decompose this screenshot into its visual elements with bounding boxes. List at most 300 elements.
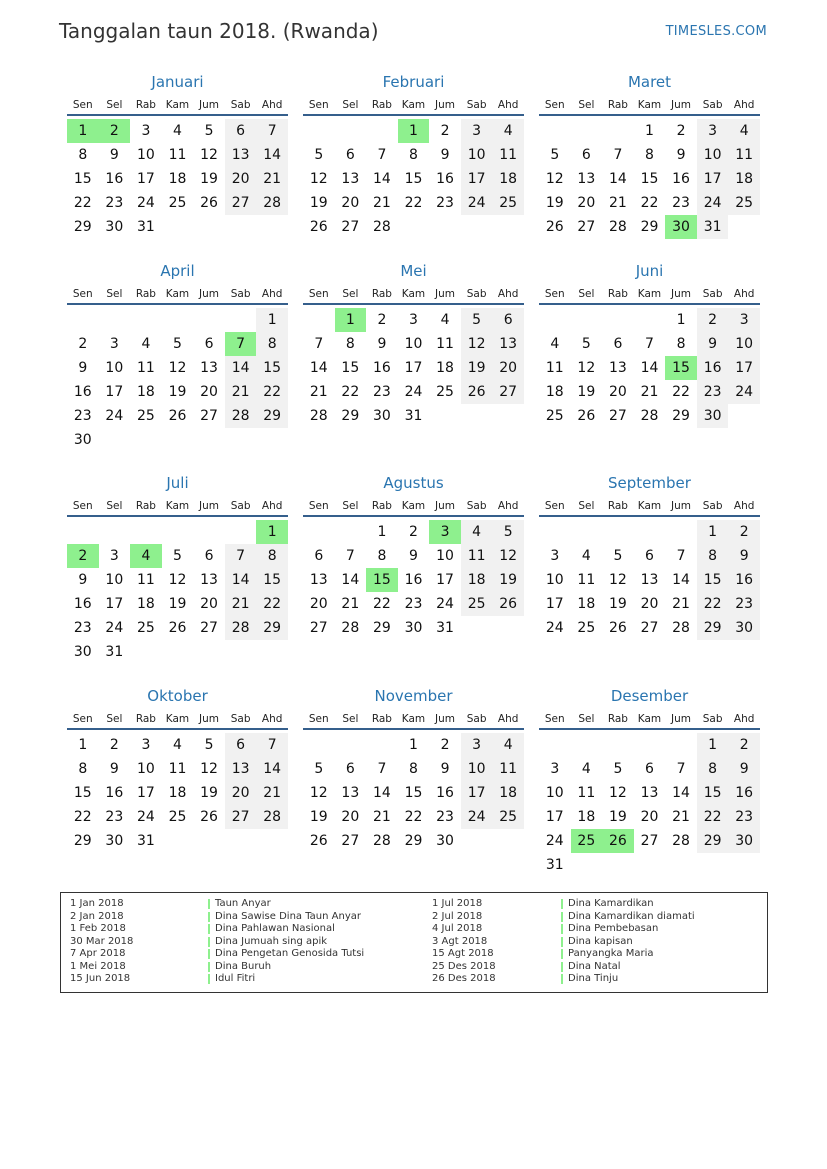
day-cell[interactable]: 7: [225, 544, 257, 568]
day-cell[interactable]: 18: [728, 167, 760, 191]
day-cell[interactable]: 21: [640, 384, 659, 400]
day-cell[interactable]: 12: [200, 761, 218, 777]
day-cell[interactable]: 1: [676, 312, 686, 328]
day-cell[interactable]: 28: [672, 833, 690, 849]
day-cell[interactable]: 15: [697, 781, 729, 805]
day-cell[interactable]: 9: [377, 336, 387, 352]
day-cell[interactable]: 23: [672, 195, 690, 211]
day-cell[interactable]: 3: [461, 119, 493, 143]
day-cell[interactable]: 30: [436, 833, 454, 849]
day-cell[interactable]: 31: [105, 644, 124, 660]
day-cell[interactable]: 22: [73, 195, 92, 211]
day-cell[interactable]: 27: [640, 833, 659, 849]
day-cell[interactable]: 4: [492, 119, 524, 143]
day-cell[interactable]: 22: [256, 380, 288, 404]
day-cell[interactable]: 22: [697, 805, 729, 829]
day-cell[interactable]: 4: [492, 733, 524, 757]
day-cell[interactable]: 5: [492, 520, 524, 544]
day-cell[interactable]: 18: [492, 781, 524, 805]
day-cell[interactable]: 1: [377, 524, 387, 540]
day-cell[interactable]: 26: [577, 408, 596, 424]
day-cell[interactable]: 11: [577, 572, 596, 588]
day-cell[interactable]: 21: [672, 809, 690, 825]
day-cell[interactable]: 8: [645, 147, 654, 163]
day-cell[interactable]: 22: [372, 596, 391, 612]
day-cell[interactable]: 8: [377, 548, 387, 564]
day-cell[interactable]: 24: [728, 380, 760, 404]
day-cell[interactable]: 8: [345, 336, 355, 352]
day-cell[interactable]: 8: [256, 332, 288, 356]
day-cell[interactable]: 6: [314, 548, 324, 564]
day-cell[interactable]: 18: [545, 384, 564, 400]
day-cell[interactable]: 10: [436, 548, 454, 564]
day-cell[interactable]: 9: [440, 761, 450, 777]
day-cell[interactable]: 3: [409, 312, 418, 328]
day-cell[interactable]: 16: [404, 572, 423, 588]
day-cell[interactable]: 26: [608, 620, 627, 636]
day-cell[interactable]: 9: [697, 332, 729, 356]
day-cell[interactable]: 9: [109, 761, 119, 777]
day-cell[interactable]: 17: [728, 356, 760, 380]
day-cell[interactable]: 12: [545, 171, 564, 187]
day-cell[interactable]: 3: [461, 733, 493, 757]
day-cell[interactable]: 18: [436, 360, 454, 376]
day-cell[interactable]: 17: [545, 596, 564, 612]
day-cell[interactable]: 14: [372, 785, 391, 801]
day-cell[interactable]: 5: [173, 548, 182, 564]
day-cell[interactable]: 5: [204, 123, 214, 139]
day-cell[interactable]: 21: [256, 167, 288, 191]
day-cell[interactable]: 20: [200, 596, 218, 612]
day-cell[interactable]: 20: [341, 195, 360, 211]
day-cell[interactable]: 15: [256, 568, 288, 592]
day-cell[interactable]: 9: [676, 147, 686, 163]
day-cell[interactable]: 16: [105, 171, 124, 187]
day-cell[interactable]: 4: [141, 336, 151, 352]
day-cell[interactable]: 5: [314, 147, 324, 163]
day-cell[interactable]: 2: [78, 336, 88, 352]
day-cell[interactable]: 29: [640, 219, 659, 235]
day-cell[interactable]: 4: [550, 336, 560, 352]
day-cell[interactable]: 14: [256, 757, 288, 781]
day-cell[interactable]: 29: [73, 219, 92, 235]
day-cell[interactable]: 15: [366, 568, 398, 592]
day-cell[interactable]: 18: [168, 785, 187, 801]
day-cell[interactable]: 23: [404, 596, 423, 612]
day-cell[interactable]: 19: [461, 356, 493, 380]
day-cell[interactable]: 27: [225, 805, 257, 829]
day-cell[interactable]: 28: [256, 191, 288, 215]
day-cell[interactable]: 10: [404, 336, 423, 352]
day-cell[interactable]: 20: [200, 384, 218, 400]
day-cell[interactable]: 22: [404, 195, 423, 211]
day-cell[interactable]: 31: [136, 833, 155, 849]
day-cell[interactable]: 27: [341, 219, 360, 235]
day-cell[interactable]: 23: [436, 195, 454, 211]
day-cell[interactable]: 20: [608, 384, 627, 400]
day-cell[interactable]: 7: [256, 733, 288, 757]
day-cell[interactable]: 4: [173, 737, 182, 753]
day-cell[interactable]: 20: [492, 356, 524, 380]
day-cell[interactable]: 13: [200, 572, 218, 588]
day-cell[interactable]: 26: [168, 620, 187, 636]
day-cell[interactable]: 28: [309, 408, 328, 424]
day-cell[interactable]: 25: [577, 620, 596, 636]
day-cell[interactable]: 8: [697, 544, 729, 568]
day-cell[interactable]: 27: [577, 219, 596, 235]
day-cell[interactable]: 12: [461, 332, 493, 356]
day-cell[interactable]: 13: [225, 757, 257, 781]
day-cell[interactable]: 5: [173, 336, 182, 352]
day-cell[interactable]: 14: [372, 171, 391, 187]
day-cell[interactable]: 23: [728, 592, 760, 616]
day-cell[interactable]: 18: [461, 568, 493, 592]
day-cell[interactable]: 24: [461, 191, 493, 215]
day-cell[interactable]: 12: [492, 544, 524, 568]
day-cell[interactable]: 29: [404, 833, 423, 849]
day-cell[interactable]: 27: [200, 620, 218, 636]
day-cell[interactable]: 13: [225, 143, 257, 167]
day-cell[interactable]: 18: [577, 596, 596, 612]
day-cell[interactable]: 7: [645, 336, 654, 352]
day-cell[interactable]: 22: [672, 384, 690, 400]
day-cell[interactable]: 29: [697, 616, 729, 640]
day-cell[interactable]: 5: [613, 761, 623, 777]
day-cell[interactable]: 4: [173, 123, 182, 139]
day-cell[interactable]: 30: [105, 219, 124, 235]
day-cell[interactable]: 14: [672, 572, 690, 588]
day-cell[interactable]: 3: [141, 123, 151, 139]
day-cell[interactable]: 17: [697, 167, 729, 191]
day-cell[interactable]: 18: [136, 596, 155, 612]
day-cell[interactable]: 10: [105, 572, 124, 588]
day-cell[interactable]: 11: [461, 544, 493, 568]
day-cell[interactable]: 25: [571, 829, 603, 853]
day-cell[interactable]: 13: [309, 572, 328, 588]
day-cell[interactable]: 16: [728, 568, 760, 592]
day-cell[interactable]: 29: [697, 829, 729, 853]
day-cell[interactable]: 4: [581, 761, 591, 777]
day-cell[interactable]: 1: [697, 733, 729, 757]
day-cell[interactable]: 20: [225, 781, 257, 805]
day-cell[interactable]: 3: [109, 336, 119, 352]
day-cell[interactable]: 8: [676, 336, 686, 352]
day-cell[interactable]: 6: [225, 119, 257, 143]
day-cell[interactable]: 11: [577, 785, 596, 801]
day-cell[interactable]: 16: [672, 171, 690, 187]
day-cell[interactable]: 25: [545, 408, 564, 424]
day-cell[interactable]: 30: [73, 432, 92, 448]
day-cell[interactable]: 10: [105, 360, 124, 376]
day-cell[interactable]: 15: [73, 785, 92, 801]
day-cell[interactable]: 27: [640, 620, 659, 636]
day-cell[interactable]: 5: [550, 147, 560, 163]
day-cell[interactable]: 28: [372, 833, 391, 849]
day-cell[interactable]: 7: [225, 332, 257, 356]
day-cell[interactable]: 6: [581, 147, 591, 163]
day-cell[interactable]: 15: [665, 356, 697, 380]
day-cell[interactable]: 26: [492, 592, 524, 616]
day-cell[interactable]: 3: [697, 119, 729, 143]
day-cell[interactable]: 4: [440, 312, 450, 328]
day-cell[interactable]: 14: [608, 171, 627, 187]
day-cell[interactable]: 20: [341, 809, 360, 825]
day-cell[interactable]: 16: [697, 356, 729, 380]
day-cell[interactable]: 23: [105, 195, 124, 211]
day-cell[interactable]: 8: [409, 761, 418, 777]
day-cell[interactable]: 5: [581, 336, 591, 352]
day-cell[interactable]: 7: [256, 119, 288, 143]
day-cell[interactable]: 6: [204, 336, 214, 352]
day-cell[interactable]: 16: [728, 781, 760, 805]
day-cell[interactable]: 1: [256, 308, 288, 332]
day-cell[interactable]: 17: [136, 171, 155, 187]
day-cell[interactable]: 16: [372, 360, 391, 376]
day-cell[interactable]: 26: [309, 833, 328, 849]
day-cell[interactable]: 13: [341, 785, 360, 801]
day-cell[interactable]: 27: [200, 408, 218, 424]
day-cell[interactable]: 12: [577, 360, 596, 376]
day-cell[interactable]: 6: [613, 336, 623, 352]
day-cell[interactable]: 28: [225, 616, 257, 640]
day-cell[interactable]: 16: [436, 171, 454, 187]
day-cell[interactable]: 21: [608, 195, 627, 211]
day-cell[interactable]: 5: [461, 308, 493, 332]
day-cell[interactable]: 13: [640, 785, 659, 801]
day-cell[interactable]: 13: [200, 360, 218, 376]
day-cell[interactable]: 30: [105, 833, 124, 849]
day-cell[interactable]: 9: [440, 147, 450, 163]
day-cell[interactable]: 26: [545, 219, 564, 235]
day-cell[interactable]: 17: [545, 809, 564, 825]
day-cell[interactable]: 20: [640, 809, 659, 825]
day-cell[interactable]: 4: [461, 520, 493, 544]
day-cell[interactable]: 1: [67, 119, 99, 143]
day-cell[interactable]: 14: [672, 785, 690, 801]
day-cell[interactable]: 31: [404, 408, 423, 424]
day-cell[interactable]: 16: [73, 596, 92, 612]
day-cell[interactable]: 29: [341, 408, 360, 424]
day-cell[interactable]: 30: [404, 620, 423, 636]
day-cell[interactable]: 18: [168, 171, 187, 187]
day-cell[interactable]: 13: [341, 171, 360, 187]
day-cell[interactable]: 18: [136, 384, 155, 400]
day-cell[interactable]: 9: [78, 360, 88, 376]
day-cell[interactable]: 17: [105, 596, 124, 612]
day-cell[interactable]: 15: [73, 171, 92, 187]
day-cell[interactable]: 19: [168, 596, 187, 612]
day-cell[interactable]: 12: [168, 360, 187, 376]
day-cell[interactable]: 27: [608, 408, 627, 424]
day-cell[interactable]: 17: [461, 167, 493, 191]
day-cell[interactable]: 4: [130, 544, 162, 568]
day-cell[interactable]: 26: [461, 380, 493, 404]
day-cell[interactable]: 7: [676, 548, 686, 564]
day-cell[interactable]: 24: [136, 809, 155, 825]
day-cell[interactable]: 24: [105, 620, 124, 636]
day-cell[interactable]: 14: [225, 568, 257, 592]
day-cell[interactable]: 14: [341, 572, 360, 588]
day-cell[interactable]: 25: [436, 384, 454, 400]
day-cell[interactable]: 15: [640, 171, 659, 187]
day-cell[interactable]: 18: [577, 809, 596, 825]
day-cell[interactable]: 24: [404, 384, 423, 400]
day-cell[interactable]: 2: [99, 119, 131, 143]
day-cell[interactable]: 30: [697, 404, 729, 428]
day-cell[interactable]: 30: [728, 829, 760, 853]
day-cell[interactable]: 2: [440, 737, 450, 753]
day-cell[interactable]: 10: [545, 572, 564, 588]
day-cell[interactable]: 10: [728, 332, 760, 356]
day-cell[interactable]: 19: [545, 195, 564, 211]
day-cell[interactable]: 1: [409, 737, 418, 753]
day-cell[interactable]: 14: [256, 143, 288, 167]
day-cell[interactable]: 23: [372, 384, 391, 400]
day-cell[interactable]: 6: [204, 548, 214, 564]
day-cell[interactable]: 16: [105, 785, 124, 801]
day-cell[interactable]: 11: [492, 757, 524, 781]
day-cell[interactable]: 11: [168, 147, 187, 163]
day-cell[interactable]: 12: [608, 572, 627, 588]
day-cell[interactable]: 7: [314, 336, 324, 352]
day-cell[interactable]: 6: [492, 308, 524, 332]
day-cell[interactable]: 29: [256, 404, 288, 428]
day-cell[interactable]: 8: [256, 544, 288, 568]
day-cell[interactable]: 5: [613, 548, 623, 564]
day-cell[interactable]: 13: [492, 332, 524, 356]
day-cell[interactable]: 23: [697, 380, 729, 404]
day-cell[interactable]: 30: [73, 644, 92, 660]
day-cell[interactable]: 27: [309, 620, 328, 636]
day-cell[interactable]: 22: [640, 195, 659, 211]
day-cell[interactable]: 9: [109, 147, 119, 163]
day-cell[interactable]: 23: [73, 408, 92, 424]
day-cell[interactable]: 26: [309, 219, 328, 235]
day-cell[interactable]: 3: [109, 548, 119, 564]
day-cell[interactable]: 23: [73, 620, 92, 636]
day-cell[interactable]: 11: [492, 143, 524, 167]
day-cell[interactable]: 29: [256, 616, 288, 640]
day-cell[interactable]: 22: [697, 592, 729, 616]
day-cell[interactable]: 3: [550, 548, 560, 564]
day-cell[interactable]: 11: [436, 336, 454, 352]
day-cell[interactable]: 20: [309, 596, 328, 612]
day-cell[interactable]: 27: [341, 833, 360, 849]
day-cell[interactable]: 14: [225, 356, 257, 380]
day-cell[interactable]: 8: [697, 757, 729, 781]
day-cell[interactable]: 29: [672, 408, 690, 424]
day-cell[interactable]: 17: [436, 572, 454, 588]
day-cell[interactable]: 2: [440, 123, 450, 139]
day-cell[interactable]: 12: [168, 572, 187, 588]
day-cell[interactable]: 19: [309, 809, 328, 825]
day-cell[interactable]: 26: [168, 408, 187, 424]
day-cell[interactable]: 7: [377, 761, 387, 777]
day-cell[interactable]: 10: [461, 757, 493, 781]
day-cell[interactable]: 19: [608, 596, 627, 612]
day-cell[interactable]: 23: [728, 805, 760, 829]
day-cell[interactable]: 28: [256, 805, 288, 829]
day-cell[interactable]: 7: [676, 761, 686, 777]
day-cell[interactable]: 30: [728, 616, 760, 640]
day-cell[interactable]: 14: [640, 360, 659, 376]
day-cell[interactable]: 7: [377, 147, 387, 163]
day-cell[interactable]: 24: [436, 596, 454, 612]
day-cell[interactable]: 27: [225, 191, 257, 215]
day-cell[interactable]: 2: [67, 544, 99, 568]
day-cell[interactable]: 17: [105, 384, 124, 400]
day-cell[interactable]: 29: [73, 833, 92, 849]
day-cell[interactable]: 28: [225, 404, 257, 428]
day-cell[interactable]: 6: [345, 761, 355, 777]
day-cell[interactable]: 1: [78, 737, 88, 753]
day-cell[interactable]: 21: [309, 384, 328, 400]
day-cell[interactable]: 6: [345, 147, 355, 163]
day-cell[interactable]: 20: [640, 596, 659, 612]
day-cell[interactable]: 9: [409, 548, 418, 564]
day-cell[interactable]: 9: [728, 757, 760, 781]
day-cell[interactable]: 12: [309, 785, 328, 801]
day-cell[interactable]: 2: [728, 733, 760, 757]
day-cell[interactable]: 1: [256, 520, 288, 544]
day-cell[interactable]: 28: [672, 620, 690, 636]
day-cell[interactable]: 24: [545, 620, 564, 636]
day-cell[interactable]: 25: [461, 592, 493, 616]
day-cell[interactable]: 22: [73, 809, 92, 825]
day-cell[interactable]: 24: [697, 191, 729, 215]
day-cell[interactable]: 19: [168, 384, 187, 400]
day-cell[interactable]: 25: [136, 620, 155, 636]
day-cell[interactable]: 29: [372, 620, 391, 636]
day-cell[interactable]: 25: [168, 809, 187, 825]
day-cell[interactable]: 19: [200, 785, 218, 801]
day-cell[interactable]: 8: [78, 761, 88, 777]
day-cell[interactable]: 15: [404, 785, 423, 801]
day-cell[interactable]: 16: [73, 384, 92, 400]
day-cell[interactable]: 5: [204, 737, 214, 753]
day-cell[interactable]: 15: [256, 356, 288, 380]
day-cell[interactable]: 12: [200, 147, 218, 163]
day-cell[interactable]: 30: [665, 215, 697, 239]
day-cell[interactable]: 26: [200, 809, 218, 825]
day-cell[interactable]: 21: [225, 380, 257, 404]
day-cell[interactable]: 16: [436, 785, 454, 801]
day-cell[interactable]: 3: [728, 308, 760, 332]
day-cell[interactable]: 20: [577, 195, 596, 211]
day-cell[interactable]: 10: [697, 143, 729, 167]
day-cell[interactable]: 25: [168, 195, 187, 211]
day-cell[interactable]: 13: [608, 360, 627, 376]
day-cell[interactable]: 21: [672, 596, 690, 612]
day-cell[interactable]: 6: [645, 548, 654, 564]
day-cell[interactable]: 1: [645, 123, 654, 139]
day-cell[interactable]: 19: [492, 568, 524, 592]
day-cell[interactable]: 17: [404, 360, 423, 376]
day-cell[interactable]: 19: [577, 384, 596, 400]
day-cell[interactable]: 19: [200, 171, 218, 187]
day-cell[interactable]: 2: [676, 123, 686, 139]
day-cell[interactable]: 4: [728, 119, 760, 143]
day-cell[interactable]: 8: [78, 147, 88, 163]
day-cell[interactable]: 12: [309, 171, 328, 187]
day-cell[interactable]: 25: [492, 191, 524, 215]
day-cell[interactable]: 21: [225, 592, 257, 616]
day-cell[interactable]: 26: [200, 195, 218, 211]
day-cell[interactable]: 21: [372, 809, 391, 825]
day-cell[interactable]: 5: [314, 761, 324, 777]
day-cell[interactable]: 22: [341, 384, 360, 400]
day-cell[interactable]: 2: [109, 737, 119, 753]
